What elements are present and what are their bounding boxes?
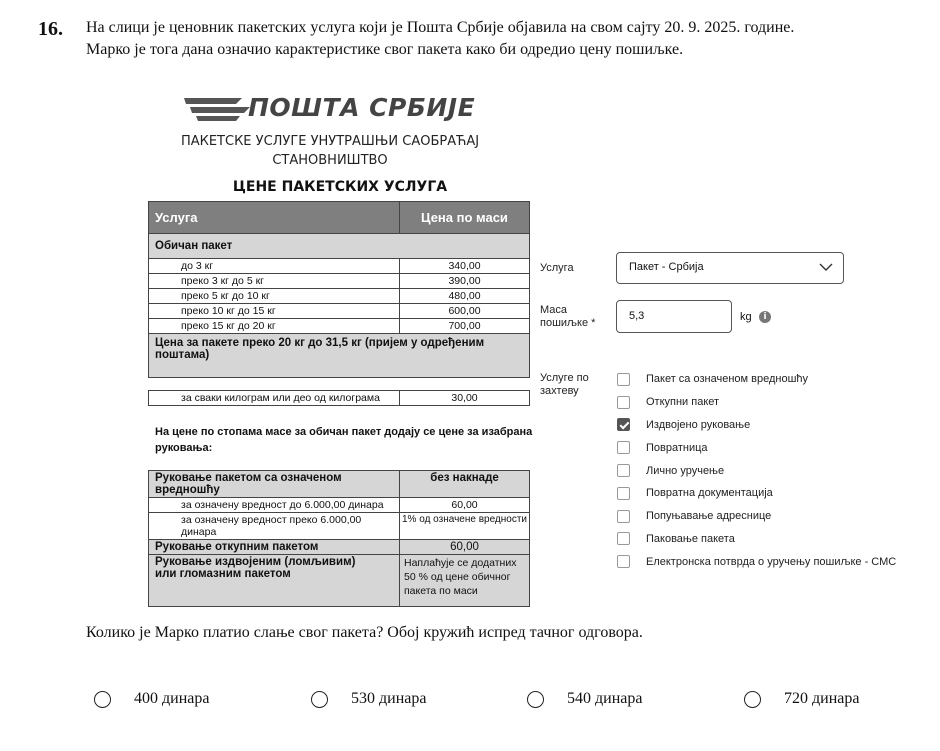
handling-note: На цене по стопама масе за обичан пакет додају се цене за изабрана руковања: [155, 426, 533, 454]
option-return-docs[interactable] [617, 482, 896, 505]
fragile-price-line: Наплаћује се додатних [404, 557, 517, 569]
radio-circle[interactable] [94, 691, 111, 708]
checkbox[interactable] [617, 441, 630, 454]
answer-option[interactable] [94, 690, 209, 708]
handling-table [148, 470, 530, 607]
weight-label: преко 5 кг до 10 кг [149, 289, 400, 303]
radio-circle[interactable] [527, 691, 544, 708]
option-return-receipt[interactable] [617, 436, 896, 459]
table-row [148, 289, 530, 304]
option-declared-value[interactable] [617, 368, 896, 391]
table-row [148, 498, 530, 513]
checkbox[interactable] [617, 396, 630, 409]
handling-cod-price: 60,00 [450, 541, 479, 553]
checkbox[interactable] [617, 373, 630, 386]
extra-services-list [617, 368, 896, 573]
logo-text: ПОШТА СРБИЈЕ [248, 93, 476, 122]
weight-price: 700,00 [448, 320, 481, 332]
table-header-row [148, 201, 530, 234]
handling-fragile-price [400, 555, 529, 606]
answer-label: 400 динара [134, 690, 210, 707]
intro-line-1: На слици је ценовник пакетских услуга који је Пошта Србије објавила на свом сајту 20. 9. 2025. године. [86, 19, 795, 36]
chevron-down-icon [819, 261, 833, 273]
table-row [148, 555, 530, 607]
header-service: Услуга [149, 202, 400, 233]
table-row [148, 513, 530, 540]
answer-label: 530 динара [351, 690, 427, 707]
answer-options [0, 690, 940, 714]
handling-declared-price: без накнаде [430, 472, 499, 484]
checkbox-checked[interactable] [617, 418, 630, 431]
checkbox-label: Попуњавање адреснице [646, 510, 772, 523]
weight-price: 480,00 [448, 290, 481, 302]
heavy-row-label: за сваки килограм или део од килограма [149, 391, 400, 405]
heavy-package-row [148, 334, 530, 378]
handling-declared-label: Руковање пакетом са означеном вредношћу [149, 471, 400, 497]
fragile-label-line: или гломазним пакетом [155, 568, 291, 580]
weight-label: преко 15 кг до 20 кг [149, 319, 400, 333]
extra-services-label [540, 372, 589, 398]
question-number: 16. [38, 18, 63, 40]
declared-label: за означену вредност до 6.000,00 динара [149, 498, 400, 512]
option-packing[interactable] [617, 528, 896, 551]
table-row [148, 274, 530, 289]
checkbox[interactable] [617, 532, 630, 545]
option-personal-delivery[interactable] [617, 459, 896, 482]
checkbox-label: Повратна документација [646, 487, 773, 500]
table-row [148, 259, 530, 274]
answer-label: 720 динара [784, 690, 860, 707]
table-row [148, 319, 530, 334]
weight-price: 390,00 [448, 275, 481, 287]
regular-package-row [148, 234, 530, 259]
checkbox-label: Паковање пакета [646, 532, 735, 545]
option-cod[interactable] [617, 391, 896, 414]
pricelist-title: ЦЕНЕ ПАКЕТСКИХ УСЛУГА [232, 179, 448, 195]
question-prompt: Колико је Марко платио слање свог пакета? Обој кружић испред тачног одговора. [86, 624, 643, 641]
radio-circle[interactable] [311, 691, 328, 708]
option-sms-confirmation[interactable] [617, 550, 896, 573]
checkbox-label: Издвојено руковање [646, 418, 751, 431]
handling-fragile-label [149, 555, 400, 606]
fragile-price-line: 50 % од цене обичног [404, 571, 511, 583]
checkbox[interactable] [617, 464, 630, 477]
weight-label: до 3 кг [149, 259, 400, 273]
table-row [148, 390, 530, 406]
table-row [148, 540, 530, 555]
mass-unit: kg [740, 311, 752, 323]
question-intro [86, 17, 906, 61]
checkbox[interactable] [617, 555, 630, 568]
checkbox-label: Пакет са означеном вредношћу [646, 373, 809, 386]
checkbox-label: Повратница [646, 441, 708, 454]
service-select[interactable] [616, 252, 844, 284]
checkbox-label: Откупни пакет [646, 396, 720, 409]
answer-option[interactable] [527, 690, 642, 708]
mass-label-line: пошиљке * [540, 317, 596, 329]
weight-price: 600,00 [448, 305, 481, 317]
pricelist-subtitle-1: ПАКЕТСКЕ УСЛУГЕ УНУТРАШЊИ САОБРАЋАЈ [180, 134, 480, 149]
checkbox[interactable] [617, 487, 630, 500]
header-price: Цена по маси [421, 210, 508, 225]
extra-label-line: захтеву [540, 385, 579, 397]
option-address-label[interactable] [617, 505, 896, 528]
table-row [148, 470, 530, 498]
regular-package-label: Обичан пакет [155, 240, 233, 252]
pricelist-subtitle-2: СТАНОВНИШТВО [272, 153, 388, 168]
weight-price: 340,00 [448, 260, 481, 272]
mass-input[interactable]: 5,3 [616, 300, 732, 333]
heavy-row-price: 30,00 [451, 392, 478, 404]
checkbox-label: Лично уручење [646, 464, 725, 477]
declared-price: 1% од означене вредности [402, 514, 528, 525]
weight-label: преко 10 кг до 15 кг [149, 304, 400, 318]
fragile-label-line: Руковање издвојеним (ломљивим) [155, 556, 356, 568]
declared-price: 60,00 [451, 499, 478, 511]
service-label: Услуга [540, 262, 574, 274]
declared-label: за означену вредност преко 6.000,00 динара [149, 513, 400, 539]
radio-circle[interactable] [744, 691, 761, 708]
option-separate-handling[interactable] [617, 414, 896, 437]
extra-label-line: Услуге по [540, 372, 589, 384]
intro-line-2: Марко је тога дана означио карактеристике свог пакета како би одредио цену пошиљке. [86, 41, 684, 58]
answer-option[interactable] [311, 690, 426, 708]
mass-label-line: Маса [540, 304, 568, 316]
info-icon[interactable]: i [759, 311, 771, 323]
mass-label [540, 304, 595, 330]
checkbox[interactable] [617, 510, 630, 523]
weight-label: преко 3 кг до 5 кг [149, 274, 400, 288]
handling-cod-label: Руковање откупним пакетом [149, 540, 400, 554]
price-table [148, 201, 530, 406]
fragile-price-line: пакета по маси [404, 585, 478, 597]
checkbox-label: Електронска потврда о уручењу пошиљке - СМС [646, 555, 897, 568]
heavy-package-label: Цена за пакете преко 20 кг до 31,5 кг (пријем у одређеним поштама) [155, 337, 485, 361]
answer-option[interactable] [744, 690, 859, 708]
service-select-value: Пакет - Србија [629, 261, 704, 273]
answer-label: 540 динара [567, 690, 643, 707]
table-row [148, 304, 530, 319]
